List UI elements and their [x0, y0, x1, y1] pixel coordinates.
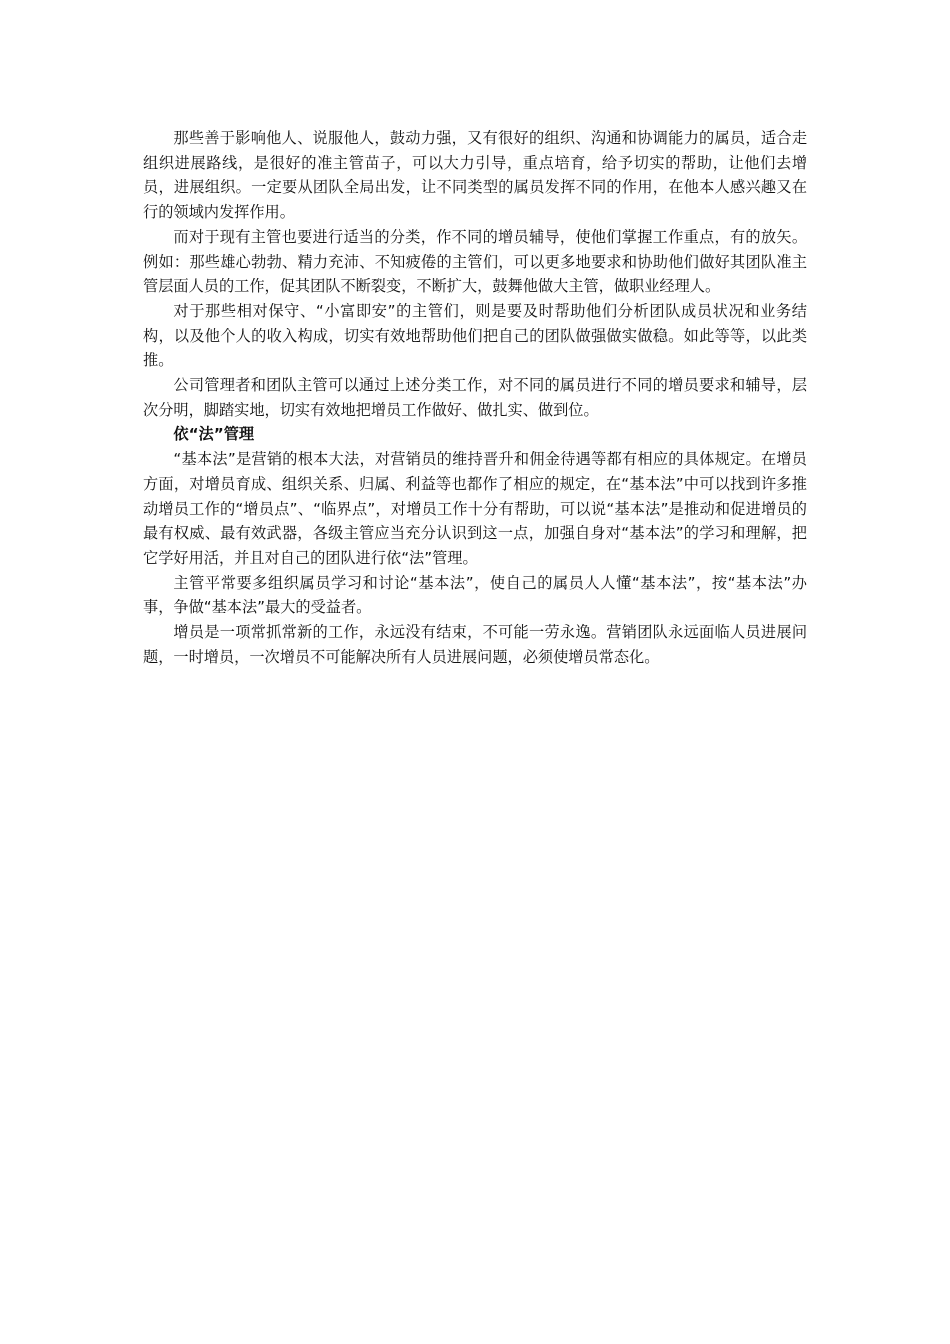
paragraph-study-basic-law: 主管平常要多组织属员学习和讨论“基本法”，使自己的属员人人懂“基本法”，按“基本法”办事，争做“基本法”最大的受益者。 [143, 573, 807, 617]
paragraph-classification-work: 公司管理者和团队主管可以通过上述分类工作，对不同的属员进行不同的增员要求和辅导，层次分明，脚踏实地，切实有效地把增员工作做好、做扎实、做到位。 [143, 376, 807, 419]
paragraph-member-types: 那些善于影响他人、说服他人，鼓动力强，又有很好的组织、沟通和协调能力的属员，适合走组织进展路线，是很好的准主管苗子，可以大力引导，重点培育，给予切实的帮助，让他们去增员，进展组织。一定要从团队全局出发，让不同类型的属员发挥不同的作用，在他本人感兴趣又在行的领域内发挥作用。 [143, 129, 807, 222]
paragraph-existing-supervisors: 而对于现有主管也要进行适当的分类，作不同的增员辅导，使他们掌握工作重点，有的放矢。例如：那些雄心勃勃、精力充沛、不知疲倦的主管们，可以更多地要求和协助他们做好其团队准主管层面人员的工作，促其团队不断裂变，不断扩大，鼓舞他做大主管，做职业经理人。 [143, 227, 807, 296]
paragraph-recruitment-normalization: 增员是一项常抓常新的工作，永远没有结束，不可能一劳永逸。营销团队永远面临人员进展问题，一时增员，一次增员不可能解决所有人员进展问题，必须使增员常态化。 [143, 623, 807, 666]
paragraph-basic-law: “基本法”是营销的根本大法，对营销员的维持晋升和佣金待遇等都有相应的具体规定。在增员方面，对增员育成、组织关系、归属、利益等也都作了相应的规定，在“基本法”中可以找到许多推动增员工作的“增员点”、“临界点”，对增员工作十分有帮助，可以说“基本法”是推动和促进增员的最有权威、最有效武器，各级主管应当充分认识到这一点，加强自身对“基本法”的学习和理解，把它学好用活，并且对自己的团队进行依“法”管理。 [143, 450, 807, 567]
paragraph-conservative-supervisors: 对于那些相对保守、“小富即安”的主管们，则是要及时帮助他们分析团队成员状况和业务结构，以及他个人的收入构成，切实有效地帮助他们把自己的团队做强做实做稳。如此等等，以此类推。 [143, 301, 807, 370]
document-body [143, 126, 807, 669]
section-heading: 依“法”管理 [173, 425, 255, 444]
